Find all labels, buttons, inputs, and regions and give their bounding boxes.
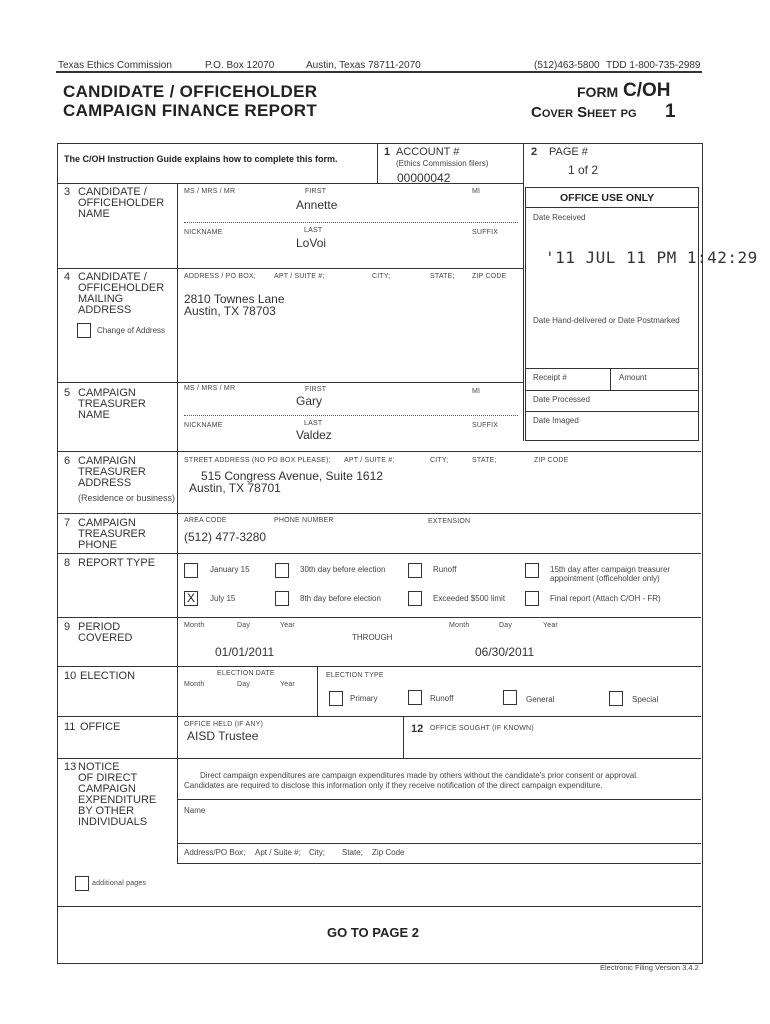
- office-sought-label: OFFICE SOUGHT (IF KNOWN): [430, 725, 534, 732]
- divider: [177, 843, 701, 844]
- election-day-label: Day: [237, 681, 251, 688]
- from-month-label: Month: [184, 622, 205, 629]
- account-sub: (Ethics Commission filers): [396, 159, 489, 168]
- divider: [610, 368, 611, 390]
- treasurer-nickname-label: NICKNAME: [184, 422, 223, 429]
- to-year-label: Year: [543, 622, 558, 629]
- through-label: THROUGH: [352, 633, 393, 642]
- election-special-label: Special: [632, 695, 659, 704]
- to-month-label: Month: [449, 622, 470, 629]
- divider: [403, 716, 404, 758]
- header-rule: [56, 71, 702, 73]
- divider: [177, 666, 178, 716]
- change-of-address-checkbox[interactable]: [77, 323, 91, 338]
- divider: [57, 758, 701, 759]
- divider: [177, 382, 178, 451]
- phone-number-label: PHONE NUMBER: [274, 517, 334, 524]
- date-imaged-label: Date Imaged: [533, 416, 579, 425]
- divider: [525, 411, 699, 412]
- account-number-label: 1: [384, 146, 391, 158]
- date-hand-delivered-label: Date Hand-delivered or Date Postmarked: [533, 316, 680, 325]
- notice-text-1: Direct campaign expenditures are campaign expenditures made by others without the candidate's prior consent or approval.: [200, 771, 639, 780]
- report-final-label: Final report (Attach C/OH - FR): [550, 594, 661, 603]
- date-received-label: Date Received: [533, 213, 586, 222]
- report-runoff-label: Runoff: [433, 565, 457, 574]
- notice-city-label: City;: [309, 848, 325, 857]
- agency-name: Texas Ethics Commission: [58, 60, 172, 71]
- election-general-label: General: [526, 695, 555, 704]
- election-primary-label: Primary: [350, 694, 378, 703]
- divider: [57, 906, 701, 907]
- divider: [57, 183, 523, 184]
- report-8day-checkbox[interactable]: [275, 591, 289, 606]
- office-held-value[interactable]: AISD Trustee: [187, 729, 259, 743]
- divider: [57, 382, 523, 383]
- treasurer-address-line1[interactable]: 515 Congress Avenue, Suite 1612: [201, 469, 383, 483]
- election-special-checkbox[interactable]: [609, 691, 623, 706]
- form-label: FORM: [577, 84, 619, 100]
- report-exceeded-label: Exceeded $500 limit: [433, 594, 506, 603]
- po-box: P.O. Box 12070: [205, 60, 275, 71]
- address-label: ADDRESS / PO BOX;: [184, 273, 256, 280]
- report-jan15-checkbox[interactable]: [184, 563, 198, 578]
- change-of-address-label: Change of Address: [97, 326, 166, 335]
- notice-state-label: State;: [342, 848, 363, 857]
- divider: [57, 617, 701, 618]
- section8-label: REPORT TYPE: [78, 557, 156, 569]
- treasurer-last-label: LAST: [304, 420, 323, 427]
- divider: [177, 553, 178, 617]
- state-label: STATE;: [430, 273, 455, 280]
- treasurer-first-name[interactable]: Gary: [296, 394, 323, 408]
- street-label: STREET ADDRESS (NO PO BOX PLEASE);: [184, 457, 331, 464]
- election-general-checkbox[interactable]: [503, 690, 517, 705]
- report-15day-checkbox[interactable]: [525, 563, 539, 578]
- section9-num: 9: [64, 621, 71, 633]
- page-number-label: 2: [531, 146, 538, 158]
- section6-sub: (Residence or business): [78, 493, 176, 503]
- report-15day-label: 15th day after campaign treasurer appointment (officeholder only): [550, 565, 671, 583]
- mi-label: MI: [472, 188, 481, 195]
- treasurer-city-label: CITY;: [430, 457, 449, 464]
- form-code: C/OH: [623, 80, 671, 101]
- divider: [525, 368, 699, 369]
- section7-num: 7: [64, 517, 71, 529]
- report-30day-checkbox[interactable]: [275, 563, 289, 578]
- divider: [57, 666, 701, 667]
- last-label: LAST: [304, 227, 323, 234]
- treasurer-apt-label: APT / SUITE #;: [344, 457, 395, 464]
- divider: [377, 143, 378, 183]
- treasurer-mi-label: MI: [472, 388, 481, 395]
- treasurer-zip-label: ZIP CODE: [534, 457, 569, 464]
- section8-num: 8: [64, 557, 71, 569]
- account-label: ACCOUNT #: [396, 146, 460, 158]
- report-jan15-label: January 15: [210, 565, 250, 574]
- go-to-page-2[interactable]: GO TO PAGE 2: [327, 925, 419, 940]
- section9-label: PERIOD COVERED: [78, 621, 133, 644]
- section12-num: 12: [411, 723, 424, 735]
- suffix-label: SUFFIX: [472, 229, 499, 236]
- from-year-label: Year: [280, 622, 295, 629]
- notice-zip-label: Zip Code: [372, 848, 405, 857]
- guide-text: The C/OH Instruction Guide explains how to complete this form.: [64, 154, 338, 164]
- section11-label: OFFICE: [80, 721, 121, 733]
- section5-label: CAMPAIGN TREASURER NAME: [78, 387, 146, 421]
- office-held-label: OFFICE HELD (IF ANY): [184, 721, 264, 728]
- divider: [57, 553, 701, 554]
- notice-address-label: Address/PO Box;: [184, 848, 246, 857]
- section11-num: 11: [64, 721, 76, 733]
- treasurer-last-name[interactable]: Valdez: [296, 428, 332, 442]
- divider: [177, 513, 178, 553]
- dotted-separator: [184, 222, 518, 223]
- first-label: FIRST: [305, 188, 327, 195]
- period-from[interactable]: 01/01/2011: [215, 645, 275, 659]
- section4-label: CANDIDATE / OFFICEHOLDER MAILING ADDRESS: [78, 271, 165, 316]
- divider: [523, 143, 524, 441]
- section13-num: 13: [64, 761, 77, 773]
- report-exceeded-checkbox[interactable]: [408, 591, 422, 606]
- treasurer-suffix-label: SUFFIX: [472, 422, 499, 429]
- section3-label: CANDIDATE / OFFICEHOLDER NAME: [78, 186, 165, 220]
- divider: [177, 268, 178, 382]
- divider: [317, 666, 318, 716]
- report-8day-label: 8th day before election: [300, 594, 381, 603]
- report-july15-checkbox[interactable]: X: [184, 591, 198, 606]
- divider: [57, 513, 701, 514]
- divider: [57, 268, 523, 269]
- election-year-label: Year: [280, 681, 295, 688]
- agency-city: Austin, Texas 78711-2070: [306, 60, 421, 71]
- election-month-label: Month: [184, 681, 205, 688]
- divider: [177, 716, 178, 758]
- from-day-label: Day: [237, 622, 251, 629]
- apt-label: APT / SUITE #;: [274, 273, 325, 280]
- area-code-label: AREA CODE: [184, 517, 227, 524]
- period-to[interactable]: 06/30/2011: [475, 645, 535, 659]
- form-title-line1: CANDIDATE / OFFICEHOLDER: [63, 82, 318, 101]
- section6-num: 6: [64, 455, 71, 467]
- dotted-separator: [184, 415, 518, 416]
- divider: [57, 716, 701, 717]
- treasurer-address-line2[interactable]: Austin, TX 78701: [189, 481, 281, 495]
- section3-num: 3: [64, 186, 71, 198]
- divider: [177, 617, 178, 666]
- mailing-address-line2[interactable]: Austin, TX 78703: [184, 304, 276, 318]
- page-label: PAGE #: [549, 146, 588, 158]
- section5-num: 5: [64, 387, 71, 399]
- notice-text-2: Candidates are required to disclose this information only if they receive notification of the direct campaign expenditure.: [184, 781, 603, 790]
- cover-page-number: 1: [665, 101, 676, 122]
- receipt-label: Receipt #: [533, 373, 567, 382]
- date-processed-label: Date Processed: [533, 395, 590, 404]
- divider: [177, 799, 701, 800]
- election-type-label: ELECTION TYPE: [326, 672, 384, 679]
- treasurer-phone[interactable]: (512) 477-3280: [184, 530, 267, 544]
- election-date-label: ELECTION DATE: [217, 670, 275, 677]
- divider: [57, 451, 701, 452]
- extension-label: EXTENSION: [428, 518, 471, 525]
- account-value[interactable]: 00000042: [397, 171, 451, 185]
- report-30day-label: 30th day before election: [300, 565, 386, 574]
- agency-tdd: TDD 1-800-735-2989: [606, 60, 701, 71]
- report-july15-label: July 15: [210, 594, 236, 603]
- mailing-address-line1[interactable]: 2810 Townes Lane: [184, 292, 285, 306]
- section6-label: CAMPAIGN TREASURER ADDRESS: [78, 455, 146, 489]
- form-title-line2: CAMPAIGN FINANCE REPORT: [63, 101, 318, 120]
- version-label: Electronic Filing Version 3.4.2: [600, 963, 699, 972]
- candidate-last-name[interactable]: LoVoi: [296, 236, 327, 250]
- divider: [525, 390, 699, 391]
- section10-num: 10: [64, 670, 77, 682]
- treasurer-first-label: FIRST: [305, 386, 327, 393]
- zip-label: ZIP CODE: [472, 273, 507, 280]
- nickname-label: NICKNAME: [184, 229, 223, 236]
- divider: [177, 863, 701, 864]
- election-runoff-label: Runoff: [430, 694, 454, 703]
- to-day-label: Day: [499, 622, 513, 629]
- election-primary-checkbox[interactable]: [329, 691, 343, 706]
- agency-phone: (512)463-5800: [534, 60, 600, 71]
- divider: [177, 183, 178, 268]
- additional-pages-label: additional pages: [92, 880, 147, 887]
- additional-pages-checkbox[interactable]: [75, 876, 89, 891]
- notice-name-label: Name: [184, 806, 206, 815]
- treasurer-ms-label: MS / MRS / MR: [184, 385, 236, 392]
- office-use-title: OFFICE USE ONLY: [560, 192, 655, 204]
- ms-label: MS / MRS / MR: [184, 188, 236, 195]
- report-final-checkbox[interactable]: [525, 591, 539, 606]
- treasurer-state-label: STATE;: [472, 457, 497, 464]
- page-value[interactable]: 1 of 2: [568, 163, 599, 177]
- section4-num: 4: [64, 271, 71, 283]
- city-label: CITY;: [372, 273, 391, 280]
- divider: [177, 758, 178, 863]
- election-runoff-checkbox[interactable]: [408, 690, 422, 705]
- section7-label: CAMPAIGN TREASURER PHONE: [78, 517, 146, 551]
- candidate-first-name[interactable]: Annette: [296, 198, 338, 212]
- section10-label: ELECTION: [80, 670, 136, 682]
- notice-apt-label: Apt / Suite #;: [255, 848, 301, 857]
- section13-label: NOTICE OF DIRECT CAMPAIGN EXPENDITURE BY OTHER INDIVIDUALS: [78, 761, 157, 828]
- report-runoff-checkbox[interactable]: [408, 563, 422, 578]
- divider: [177, 451, 178, 513]
- amount-label: Amount: [619, 373, 647, 382]
- divider: [525, 207, 699, 208]
- cover-sheet-label: Cover Sheet pg: [531, 104, 637, 121]
- received-stamp: '11 JUL 11 PM 1:42:29: [545, 248, 758, 267]
